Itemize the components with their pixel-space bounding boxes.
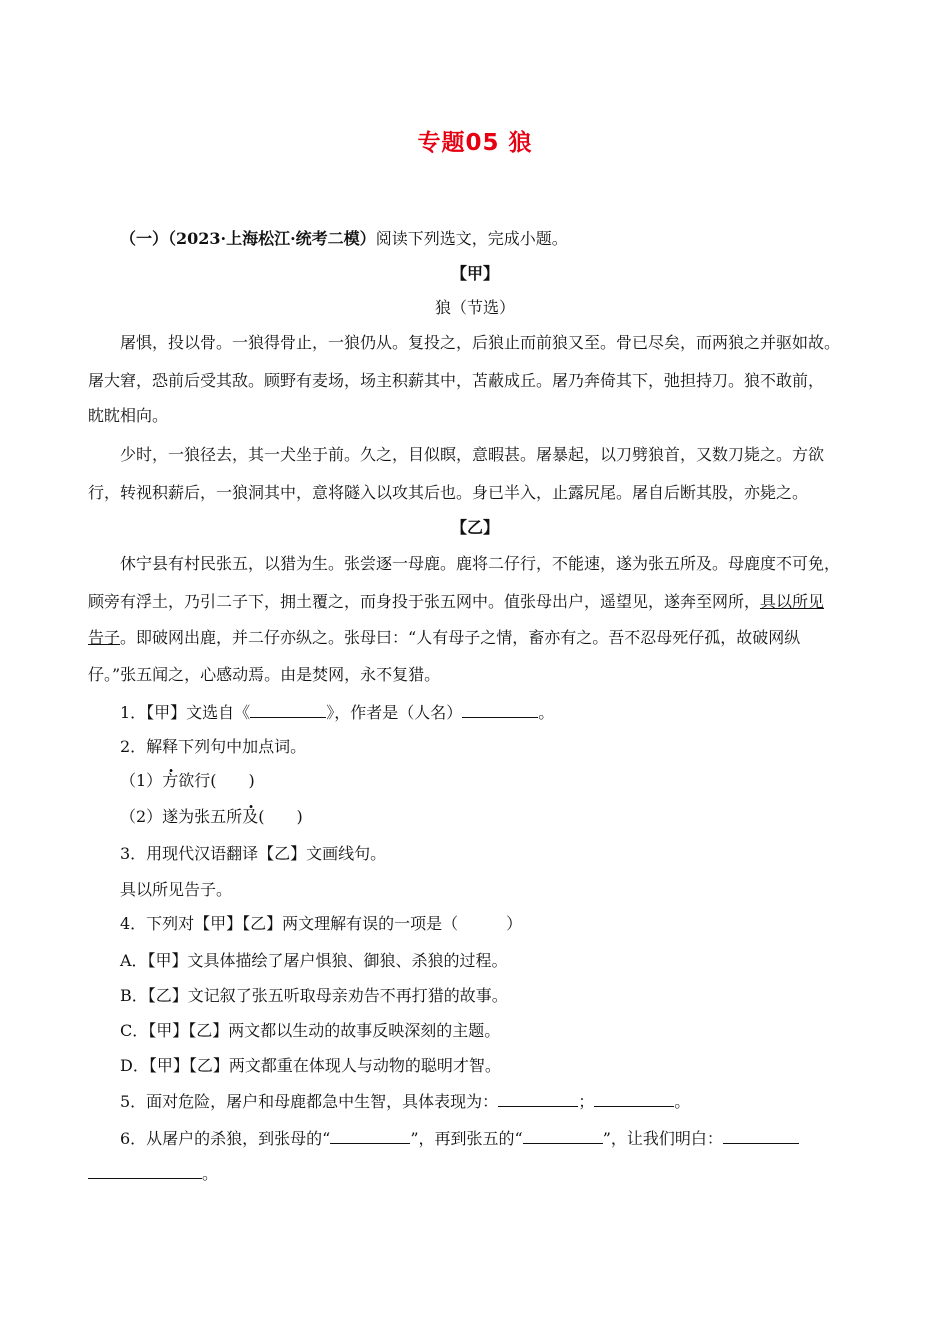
option-a: A．【甲】文具体描绘了屠户惧狼、御狼、杀狼的过程。 xyxy=(120,951,508,970)
q2-2-answer-slot: ( ) xyxy=(258,807,303,826)
q5-text-c: 。 xyxy=(674,1092,691,1111)
q6-blank-3[interactable] xyxy=(723,1129,799,1144)
underlined-sentence-part2: 告子 xyxy=(88,628,121,647)
jia-heading: 狼（节选） xyxy=(434,298,515,317)
jia-line-5: 行，转视积薪后，一狼洞其中，意将隧入以攻其后也。身已半入，止露尻尾。屠自后断其股，亦毙之。 xyxy=(88,483,809,502)
yi-line-2-text: 顾旁有浮土，乃引二子下，拥土覆之，而身投于张五网中。值张母出户，遥望见，遂奔至网所， xyxy=(88,592,761,611)
intro-instruction: 阅读下列选文，完成小题。 xyxy=(375,229,568,248)
question-3-sentence: 具以所见告子。 xyxy=(120,880,233,899)
q1-text-c: 。 xyxy=(538,703,555,722)
yi-line-2 xyxy=(88,591,824,613)
q2-2-label: （2）遂为张五所 xyxy=(120,807,243,826)
q6-blank-1[interactable] xyxy=(330,1129,410,1144)
yi-marker: 【乙】 xyxy=(450,518,499,537)
q5-text-a: 5．面对危险，屠户和母鹿都急中生智，具体表现为： xyxy=(120,1092,499,1111)
q6-blank-4[interactable] xyxy=(88,1164,202,1179)
question-3: 3．用现代汉语翻译【乙】文画线句。 xyxy=(120,844,387,863)
q6-text-a: 6．从屠户的杀狼，到张母的“ xyxy=(120,1129,331,1148)
intro-line xyxy=(120,228,568,250)
yi-line-1: 休宁县有村民张五，以猎为生。张尝逐一母鹿。鹿将二仔行，不能速，遂为张五所及。母鹿度不可免， xyxy=(120,554,841,573)
q6-blank-2[interactable] xyxy=(523,1129,603,1144)
underlined-sentence-part1: 具以所见 xyxy=(760,592,825,611)
jia-line-4: 少时，一狼径去，其一犬坐于前。久之，目似瞑，意暇甚。屠暴起，以刀劈狼首，又数刀毙之。方欲 xyxy=(120,445,825,464)
q6-text-d: 。 xyxy=(202,1164,219,1183)
question-6 xyxy=(120,1128,799,1150)
question-2: 2．解释下列句中加点词。 xyxy=(120,737,307,756)
intro-source-label: （一）（2023·上海松江·统考二模） xyxy=(120,229,376,248)
q5-blank-2[interactable] xyxy=(594,1092,674,1107)
q1-blank-book[interactable] xyxy=(250,703,326,718)
q6-text-b: ”，再到张五的“ xyxy=(410,1129,523,1148)
dotted-word-ji: 及 xyxy=(242,807,259,826)
q2-1-label: （1） xyxy=(120,771,163,790)
jia-line-1: 屠惧，投以骨。一狼得骨止，一狼仍从。复投之，后狼止而前狼又至。骨已尽矣，而两狼之并驱如故。 xyxy=(120,333,841,352)
q1-text-a: 1．【甲】文选自《 xyxy=(120,703,251,722)
option-b: B．【乙】文记叙了张五听取母亲劝告不再打猎的故事。 xyxy=(120,986,508,1005)
q1-text-b: 》，作者是（人名） xyxy=(326,703,463,722)
question-4: 4．下列对【甲】【乙】两文理解有误的一项是（ ） xyxy=(120,914,523,933)
question-2-2 xyxy=(120,806,303,828)
option-d: D．【甲】【乙】两文都重在体现人与动物的聪明才智。 xyxy=(120,1056,501,1075)
question-1 xyxy=(120,702,554,724)
q1-blank-author[interactable] xyxy=(462,703,538,718)
jia-marker: 【甲】 xyxy=(450,264,499,283)
page-title: 专题05 狼 xyxy=(417,130,533,156)
yi-line-3-text: 。即破网出鹿，并二仔亦纵之。张母曰：“人有母子之情，畜亦有之。吾不忍母死仔孤，故破网纵 xyxy=(120,628,801,647)
yi-line-3 xyxy=(88,627,800,649)
q5-text-b: ； xyxy=(578,1092,595,1111)
question-5 xyxy=(120,1091,690,1113)
jia-line-2: 屠大窘，恐前后受其敌。顾野有麦场，场主积薪其中，苫蔽成丘。屠乃奔倚其下，弛担持刀。狼不敢前， xyxy=(88,371,825,390)
yi-line-4: 仔。”张五闻之，心感动焉。由是焚网，永不复猎。 xyxy=(88,665,441,684)
q5-blank-1[interactable] xyxy=(498,1092,578,1107)
dotted-word-fang: 方 xyxy=(162,771,179,790)
q2-1-answer-slot: 欲行( ) xyxy=(178,771,255,790)
q6-text-c: ”，让我们明白： xyxy=(602,1129,723,1148)
jia-line-3: 眈眈相向。 xyxy=(88,406,169,425)
question-6-continued xyxy=(88,1163,218,1185)
question-2-1 xyxy=(120,770,255,792)
option-c: C．【甲】【乙】两文都以生动的故事反映深刻的主题。 xyxy=(120,1021,501,1040)
